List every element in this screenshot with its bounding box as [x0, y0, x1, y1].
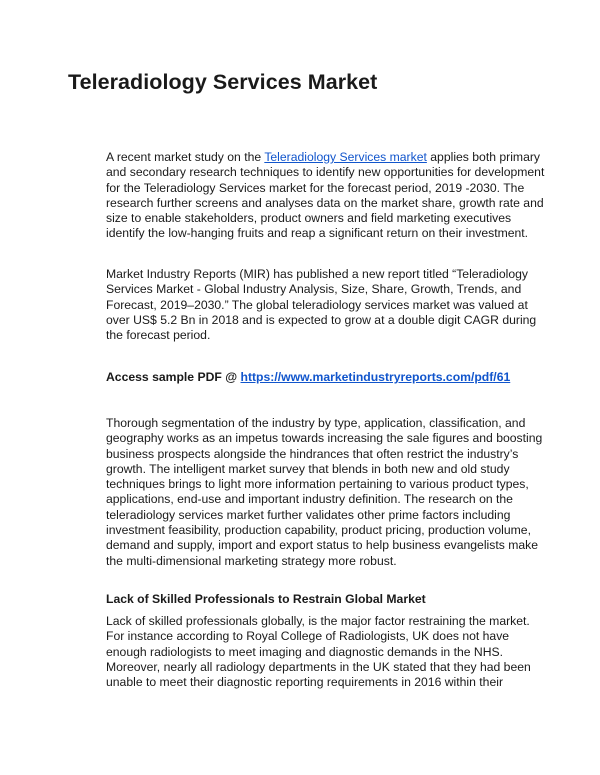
intro-paragraph — [106, 150, 546, 242]
intro-text-end: applies both primary and secondary research techniques to identify new opportunities for development for the Teleradiology Services market for the forecast period, 2019 -2030. The research further screens and analyses data on the market share, growth rate and size to enable stakeholders, product owners and field marketing executives identify the low-hanging fruits and reap a significant return on their investment. — [106, 150, 545, 241]
section-heading: Lack of Skilled Professionals to Restrain Global Market — [106, 592, 426, 606]
skills-paragraph: Lack of skilled professionals globally, is the major factor restraining the market. For instance according to Royal College of Radiologists, UK does not have enough radiologists to meet imaging and diagnostic demands in the NHS. Moreover, nearly all radiology departments in the UK stated that they had been unable to meet their diagnostic reporting requirements in 2016 within their — [106, 614, 531, 690]
market-link[interactable]: Teleradiology Services market — [264, 150, 427, 164]
sample-pdf-line — [106, 370, 546, 385]
sample-pdf-label: Access sample PDF @ — [106, 370, 241, 384]
page-title: Teleradiology Services Market — [68, 70, 378, 94]
report-paragraph: Market Industry Reports (MIR) has published a new report titled “Teleradiology Services Market - Global Industry Analysis, Size, Share, Growth, Trends, and Forecast, 2019–2030.” The global teleradiology services market was valued at over US$ 5.2 Bn in 2018 and is expected to grow at a double digit CAGR during the forecast period. — [106, 267, 537, 343]
intro-text-start: A recent market study on the — [106, 150, 265, 164]
segmentation-paragraph: Thorough segmentation of the industry by type, application, classification, and geography works as an impetus towards increasing the sale figures and boosting business prospects alongside the hindrances that often restrict the industry’s growth. The intelligent market survey that blends in both new and old study techniques brings to light more information pertaining to various product types, applications, end-use and important industry definition. The research on the teleradiology services market further validates other prime factors including investment feasibility, production capability, product pricing, production volume, demand and supply, import and export status to help business evangelists make the multi-dimensional marketing strategy more robust. — [106, 416, 543, 568]
sample-pdf-link[interactable]: https://www.marketindustryreports.com/pdf/61 — [240, 370, 511, 384]
